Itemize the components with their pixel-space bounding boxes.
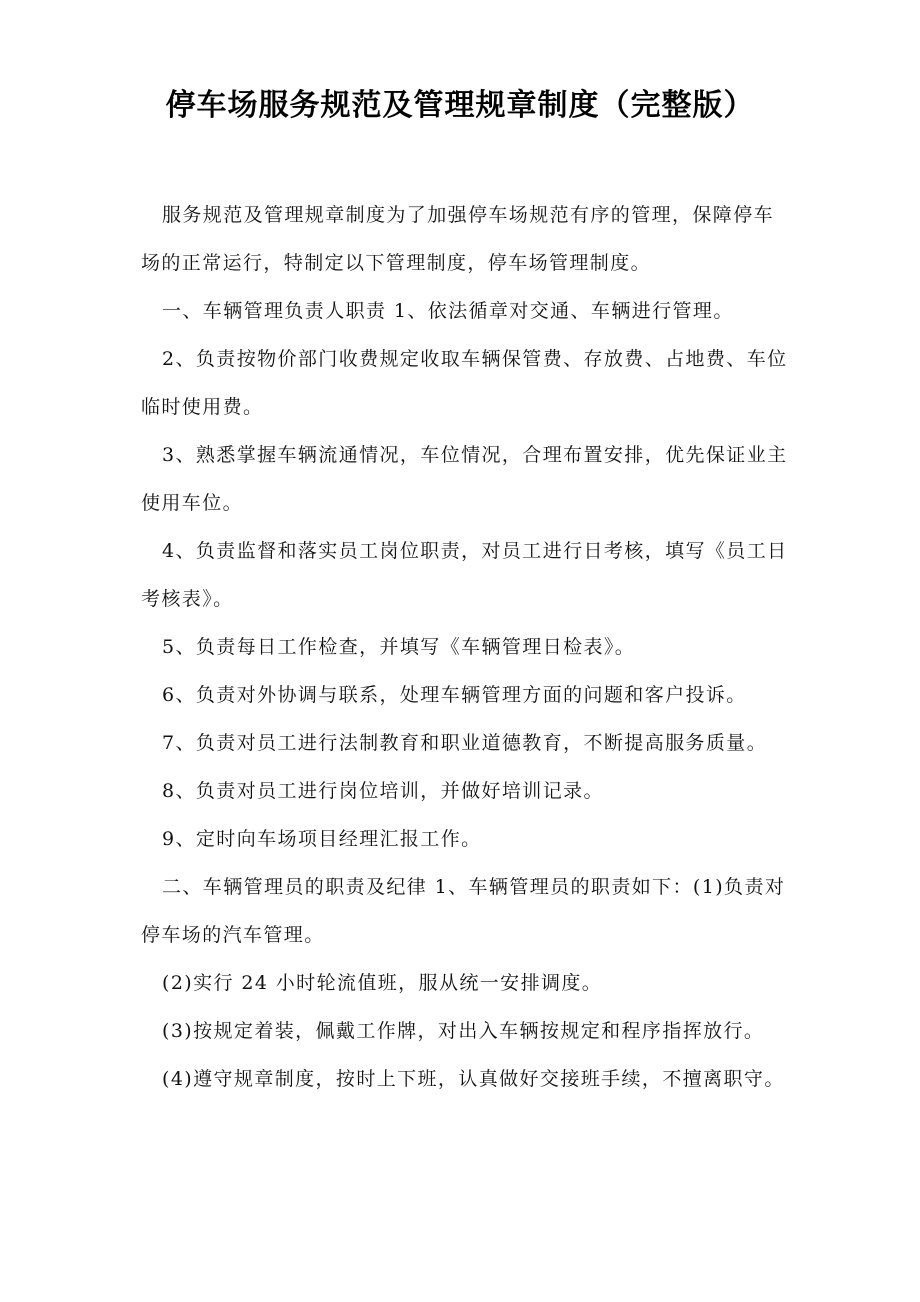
paragraph-sub-item-2: (2)实行 24 小时轮流值班，服从统一安排调度。 xyxy=(162,972,603,994)
paragraph-item-8: 8、负责对员工进行岗位培训，并做好培训记录。 xyxy=(162,780,604,802)
paragraph-section-2-item-1: 二、车辆管理员的职责及纪律 1、车辆管理员的职责如下：(1)负责对停车场的汽车管理。 xyxy=(141,876,786,946)
paragraph-section-1-item-1: 一、车辆管理负责人职责 1、依法循章对交通、车辆进行管理。 xyxy=(162,300,734,322)
paragraph-sub-item-3: (3)按规定着装，佩戴工作牌，对出入车辆按规定和程序指挥放行。 xyxy=(162,1020,765,1042)
paragraph-item-3: 3、熟悉掌握车辆流通情况，车位情况，合理布置安排，优先保证业主使用车位。 xyxy=(141,444,788,514)
paragraph-item-6: 6、负责对外协调与联系，处理车辆管理方面的问题和客户投诉。 xyxy=(162,684,747,706)
paragraph-item-5: 5、负责每日工作检查，并填写《车辆管理日检表》。 xyxy=(162,636,636,658)
document-title: 停车场服务规范及管理规章制度（完整版） xyxy=(165,88,755,123)
paragraph-intro: 服务规范及管理规章制度为了加强停车场规范有序的管理，保障停车场的正常运行，特制定以下管理制度，停车场管理制度。 xyxy=(141,204,775,274)
document-body xyxy=(141,191,793,1103)
paragraph-sub-item-4: (4)遵守规章制度，按时上下班，认真做好交接班手续，不擅离职守。 xyxy=(162,1068,785,1090)
paragraph-item-7: 7、负责对员工进行法制教育和职业道德教育，不断提高服务质量。 xyxy=(162,732,768,754)
paragraph-item-2: 2、负责按物价部门收费规定收取车辆保管费、存放费、占地费、车位临时使用费。 xyxy=(141,348,788,418)
paragraph-item-4: 4、负责监督和落实员工岗位职责，对员工进行日考核，填写《员工日考核表》。 xyxy=(141,540,788,610)
paragraph-item-9: 9、定时向车场项目经理汇报工作。 xyxy=(162,828,482,850)
